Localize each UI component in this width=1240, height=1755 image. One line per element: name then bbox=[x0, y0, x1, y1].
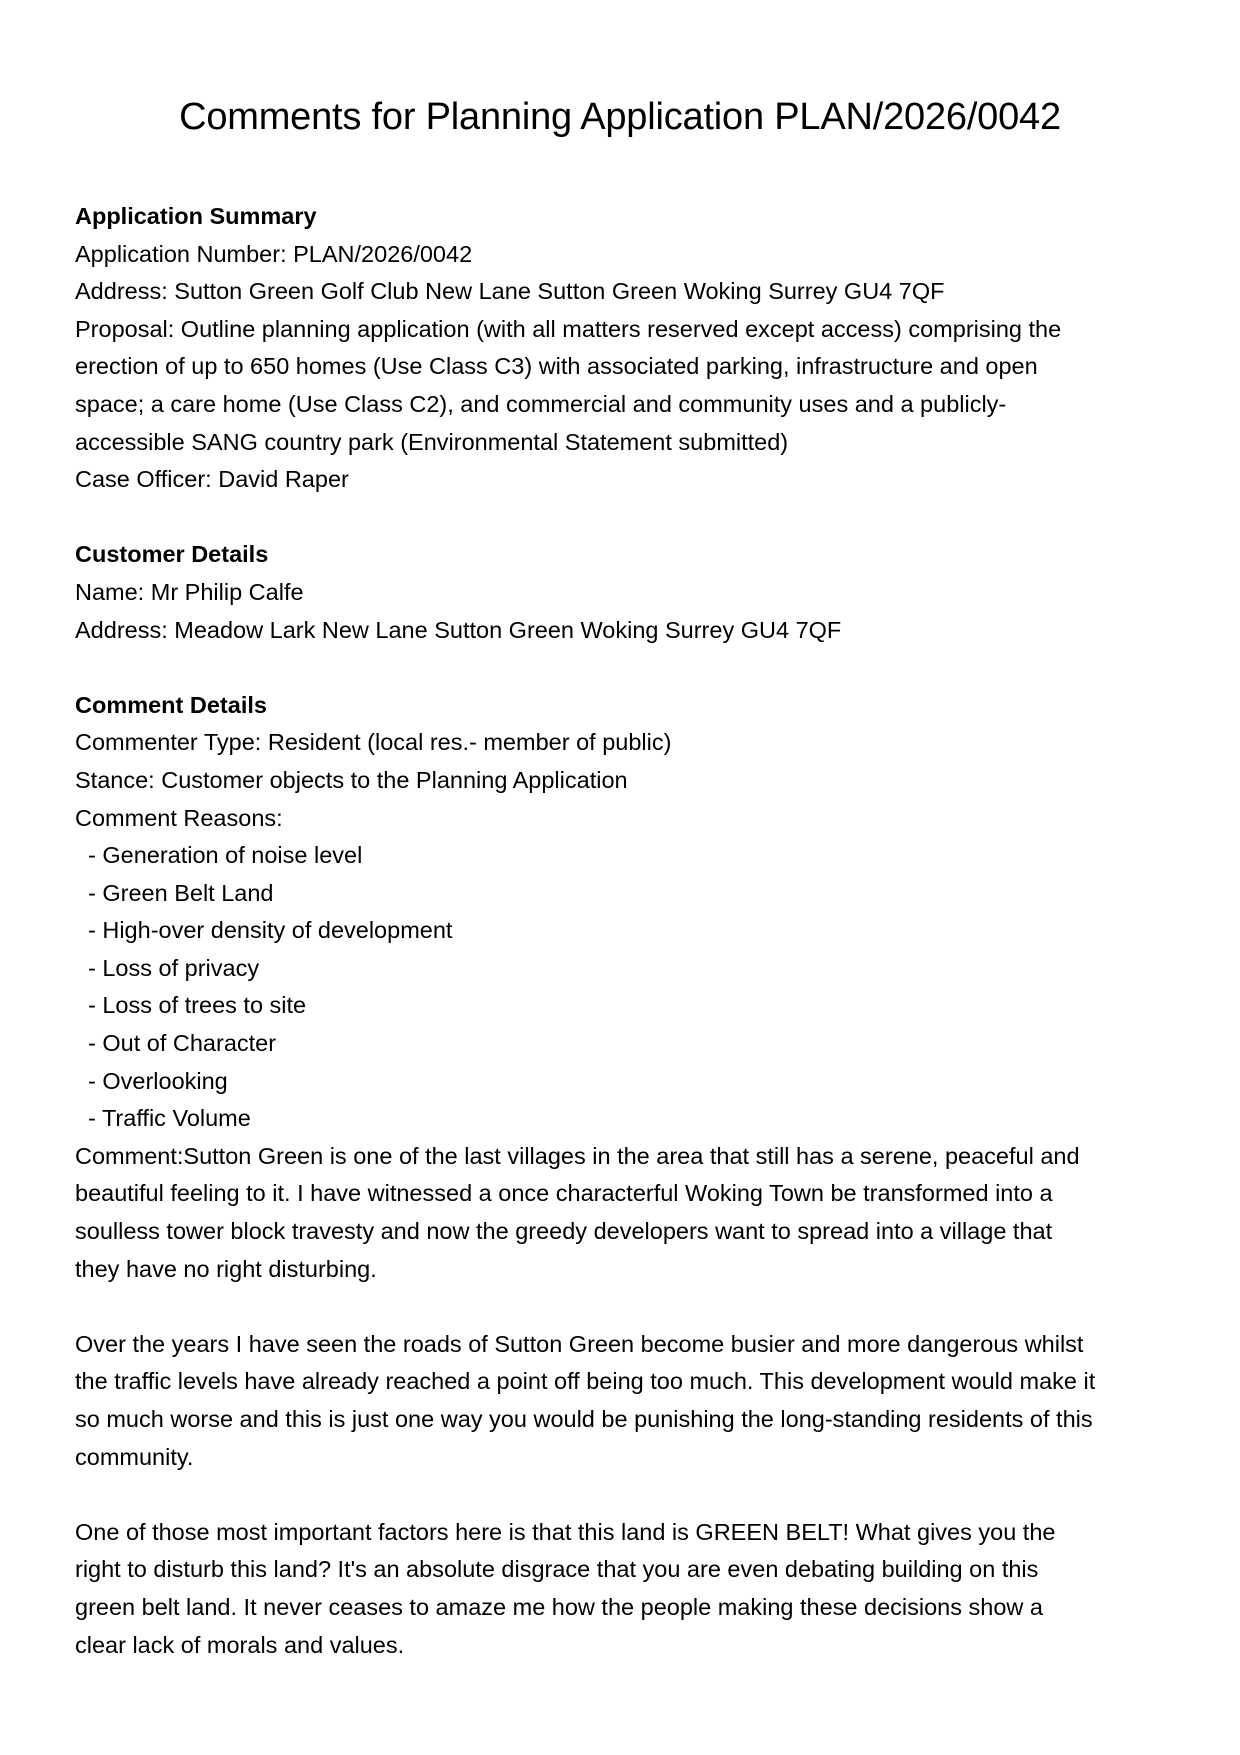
comment-line: Over the years I have seen the roads of Sutton Green become busier and more dangerous whilst bbox=[75, 1330, 1084, 1357]
list-item: - Green Belt Land bbox=[75, 875, 1175, 913]
application-address: Address: Sutton Green Golf Club New Lane Sutton Green Woking Surrey GU4 7QF bbox=[75, 278, 945, 305]
case-officer: Case Officer: David Raper bbox=[75, 466, 349, 493]
comment-paragraph bbox=[75, 1326, 1175, 1476]
paragraph-spacer bbox=[75, 1476, 1175, 1514]
list-item: - Traffic Volume bbox=[75, 1100, 1175, 1138]
comment-line: the traffic levels have already reached a point off being too much. This development would make it bbox=[75, 1368, 1096, 1395]
comment-details-section bbox=[75, 687, 1175, 1664]
list-item: - Generation of noise level bbox=[75, 837, 1175, 875]
stance: Stance: Customer objects to the Planning Application bbox=[75, 766, 628, 793]
customer-details-heading: Customer Details bbox=[75, 541, 269, 568]
comment-line: they have no right disturbing. bbox=[75, 1255, 377, 1282]
customer-details-section bbox=[75, 536, 1175, 649]
comment-line: green belt land. It never ceases to amaze me how the people making these decisions show a bbox=[75, 1593, 1043, 1620]
list-item: - Out of Character bbox=[75, 1025, 1175, 1063]
list-item: - High-over density of development bbox=[75, 912, 1175, 950]
comment-line: so much worse and this is just one way you would be punishing the long-standing residents of this bbox=[75, 1406, 1093, 1432]
section-spacer bbox=[75, 649, 1175, 687]
commenter-type: Commenter Type: Resident (local res.- member of public) bbox=[75, 729, 672, 756]
list-item: - Loss of trees to site bbox=[75, 987, 1175, 1025]
proposal-line: erection of up to 650 homes (Use Class C3) with associated parking, infrastructure and open bbox=[75, 353, 1038, 380]
proposal-line: space; a care home (Use Class C2), and commercial and community uses and a publicly- bbox=[75, 390, 1007, 417]
application-summary-heading: Application Summary bbox=[75, 203, 317, 229]
application-summary-section bbox=[75, 198, 1175, 499]
comment-line: One of those most important factors here is that this land is GREEN BELT! What gives you the bbox=[75, 1518, 1056, 1545]
application-number: Application Number: PLAN/2026/0042 bbox=[75, 240, 473, 267]
comment-reasons-label: Comment Reasons: bbox=[75, 804, 283, 831]
comment-line: Comment:Sutton Green is one of the last villages in the area that still has a serene, peaceful and bbox=[75, 1142, 1080, 1169]
comment-line: community. bbox=[75, 1443, 194, 1470]
comment-details-heading: Comment Details bbox=[75, 691, 267, 718]
proposal bbox=[75, 311, 1175, 461]
section-spacer bbox=[75, 499, 1175, 537]
document-body bbox=[75, 198, 1175, 1664]
comment-line: right to disturb this land? It's an absolute disgrace that you are even debating building on this bbox=[75, 1556, 1039, 1583]
page-title: Comments for Planning Application PLAN/2026/0042 bbox=[179, 96, 1061, 138]
comment-line: soulless tower block travesty and now the greedy developers want to spread into a village that bbox=[75, 1218, 1053, 1245]
comment-reasons-list bbox=[75, 837, 1175, 1138]
list-item: - Loss of privacy bbox=[75, 950, 1175, 988]
comment-line: clear lack of morals and values. bbox=[75, 1631, 405, 1658]
paragraph-spacer bbox=[75, 1288, 1175, 1326]
comment-line: beautiful feeling to it. I have witnessed a once characterful Woking Town be transformed into a bbox=[75, 1180, 1053, 1207]
proposal-line: Proposal: Outline planning application (with all matters reserved except access) comprising the bbox=[75, 315, 1062, 342]
customer-address: Address: Meadow Lark New Lane Sutton Green Woking Surrey GU4 7QF bbox=[75, 616, 842, 643]
comment-paragraph bbox=[75, 1138, 1175, 1288]
list-item: - Overlooking bbox=[75, 1063, 1175, 1101]
customer-name: Name: Mr Philip Calfe bbox=[75, 578, 304, 605]
comment-paragraph bbox=[75, 1514, 1175, 1664]
proposal-line: accessible SANG country park (Environmental Statement submitted) bbox=[75, 428, 789, 455]
